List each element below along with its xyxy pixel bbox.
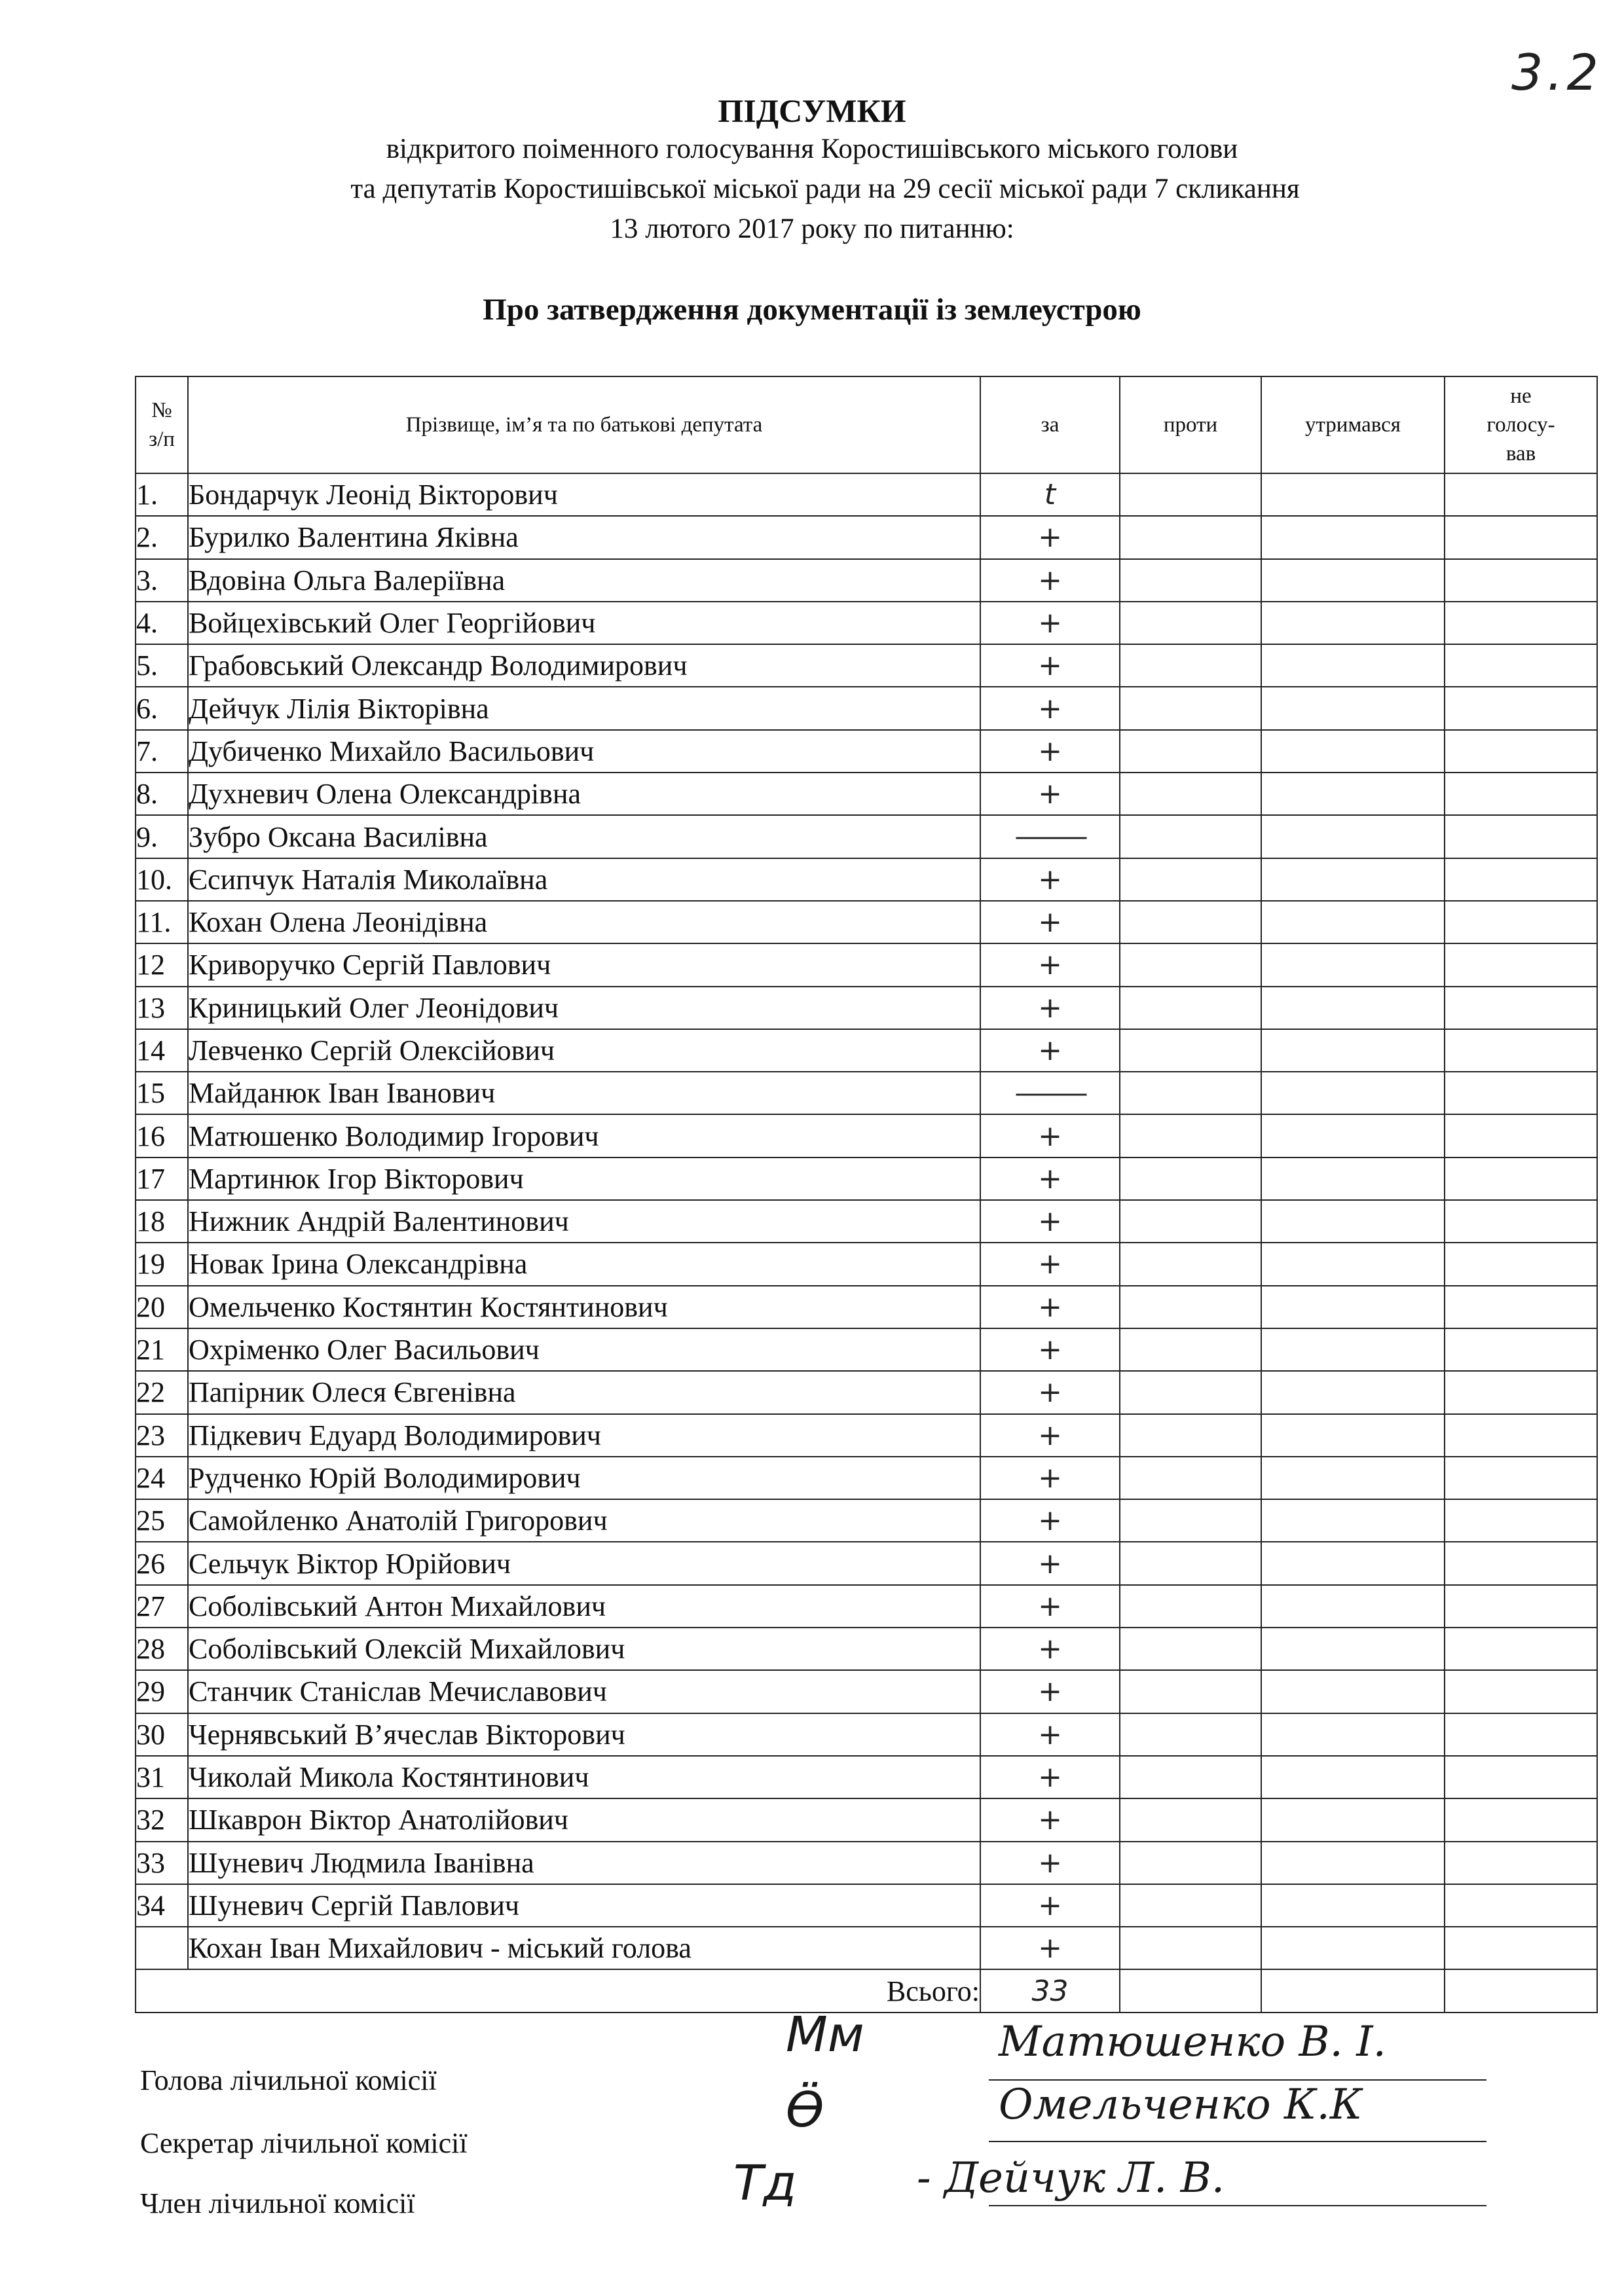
chair-label: Голова лічильної комісії [140,2064,437,2096]
row-number: 18 [136,1200,188,1243]
vote-abstain-cell [1261,1029,1445,1072]
vote-against-cell [1120,559,1261,602]
vote-for-mark: + [980,1286,1120,1328]
vote-against-cell [1120,1927,1261,1969]
deputy-name: Станчик Станіслав Мечиславович [188,1670,980,1713]
vote-not-voted-cell [1445,644,1597,687]
vote-for-mark: + [980,1499,1120,1542]
row-number: 21 [136,1328,188,1371]
vote-for-mark: + [980,1756,1120,1798]
vote-abstain-cell [1261,1927,1445,1969]
vote-not-voted-cell [1445,1798,1597,1841]
deputy-name: Грабовський Олександр Володимирович [188,644,980,687]
deputy-name: Рудченко Юрій Володимирович [188,1457,980,1499]
col-header-not-voted-line3: вав [1505,442,1536,465]
table-row [136,773,1597,815]
vote-abstain-cell [1261,943,1445,986]
document-title: ПІДСУМКИ [718,92,906,129]
total-label: Всього: [136,1969,980,2012]
vote-against-cell [1120,1542,1261,1584]
table-row [136,1414,1597,1457]
vote-for-mark: t [980,473,1120,516]
table-row [136,473,1597,516]
table-row [136,1542,1597,1584]
col-header-number [136,376,188,473]
row-number: 4. [136,602,188,644]
vote-not-voted-cell [1445,1328,1597,1371]
vote-not-voted-cell [1445,1457,1597,1499]
deputy-name: Чиколай Микола Костянтинович [188,1756,980,1798]
secretary-label: Секретар лічильної комісії [140,2127,468,2159]
vote-not-voted-cell [1445,1157,1597,1200]
vote-abstain-cell [1261,1842,1445,1884]
col-header-not-voted-line2: голосу- [1486,413,1555,437]
vote-not-voted-cell [1445,1628,1597,1670]
member-name: - Дейчук Л. В. [917,2154,1225,2202]
vote-for-mark: ——— [980,815,1120,858]
table-row [136,1927,1597,1969]
total-value: 33 [980,1969,1120,2012]
vote-against-cell [1120,1713,1261,1756]
deputy-name: Кохан Олена Леонідівна [188,901,980,943]
vote-for-mark: + [980,516,1120,558]
vote-against-cell [1120,1842,1261,1884]
table-row [136,858,1597,901]
table-row [136,1585,1597,1628]
vote-against-cell [1120,473,1261,516]
deputy-name: Дейчук Лілія Вікторівна [188,687,980,729]
row-number: 20 [136,1286,188,1328]
vote-not-voted-cell [1445,1713,1597,1756]
vote-against-cell [1120,1072,1261,1114]
vote-for-mark: + [980,1884,1120,1927]
table-row [136,1713,1597,1756]
row-number: 27 [136,1585,188,1628]
vote-for-mark: + [980,1328,1120,1371]
table-row [136,1670,1597,1713]
row-number: 1. [136,473,188,516]
deputy-name: Сельчук Віктор Юрійович [188,1542,980,1584]
vote-against-cell [1120,1414,1261,1457]
vote-for-mark: + [980,1114,1120,1157]
row-number: 33 [136,1842,188,1884]
deputy-name: Омельченко Костянтин Костянтинович [188,1286,980,1328]
row-number: 26 [136,1542,188,1584]
col-header-number-line1: № [151,399,172,422]
deputy-name: Папірник Олеся Євгенівна [188,1371,980,1413]
vote-against-cell [1120,602,1261,644]
table-row [136,644,1597,687]
row-number: 13 [136,987,188,1029]
deputy-name: Шуневич Людмила Іванівна [188,1842,980,1884]
deputy-name: Криворучко Сергій Павлович [188,943,980,986]
vote-for-mark: + [980,901,1120,943]
vote-against-cell [1120,858,1261,901]
table-row [136,1884,1597,1927]
chair-name: Матюшенко В. І. [999,2018,1386,2066]
row-number: 14 [136,1029,188,1072]
vote-abstain-cell [1261,1328,1445,1371]
table-row [136,901,1597,943]
vote-not-voted-cell [1445,943,1597,986]
vote-against-cell [1120,987,1261,1029]
vote-abstain-cell [1261,1499,1445,1542]
vote-for-mark: + [980,773,1120,815]
vote-abstain-cell [1261,516,1445,558]
row-number: 11. [136,901,188,943]
vote-abstain-cell [1261,987,1445,1029]
table-row [136,1842,1597,1884]
vote-abstain-cell [1261,1371,1445,1413]
deputy-name: Чернявський В’ячеслав Вікторович [188,1713,980,1756]
vote-abstain-cell [1261,730,1445,773]
vote-against-cell [1120,1756,1261,1798]
vote-against-cell [1120,644,1261,687]
row-number: 16 [136,1114,188,1157]
row-number: 25 [136,1499,188,1542]
deputy-name: Вдовіна Ольга Валеріївна [188,559,980,602]
vote-abstain-cell [1261,1200,1445,1243]
deputy-name: Єсипчук Наталія Миколаївна [188,858,980,901]
vote-abstain-cell [1261,644,1445,687]
deputy-name: Духневич Олена Олександрівна [188,773,980,815]
vote-for-mark: + [980,1842,1120,1884]
row-number: 23 [136,1414,188,1457]
row-number: 34 [136,1884,188,1927]
vote-not-voted-cell [1445,1499,1597,1542]
vote-against-cell [1120,1585,1261,1628]
table-row [136,602,1597,644]
table-row [136,1157,1597,1200]
vote-abstain-cell [1261,1457,1445,1499]
deputy-name: Дубиченко Михайло Васильович [188,730,980,773]
vote-abstain-cell [1261,602,1445,644]
vote-abstain-cell [1261,773,1445,815]
vote-against-cell [1120,815,1261,858]
vote-for-mark: + [980,1585,1120,1628]
table-row [136,687,1597,729]
vote-not-voted-cell [1445,602,1597,644]
row-number [136,1927,188,1969]
col-header-not-voted [1445,376,1597,473]
vote-abstain-cell [1261,1585,1445,1628]
vote-for-mark: + [980,987,1120,1029]
row-number: 22 [136,1371,188,1413]
vote-abstain-cell [1261,1243,1445,1285]
vote-not-voted-cell [1445,1371,1597,1413]
deputy-name: Матюшенко Володимир Ігорович [188,1114,980,1157]
header-line-3: 13 лютого 2017 року по питанню: [610,213,1014,244]
vote-against-cell [1120,1029,1261,1072]
deputy-name: Бондарчук Леонід Вікторович [188,473,980,516]
vote-for-mark: + [980,1457,1120,1499]
vote-not-voted-cell [1445,901,1597,943]
secretary-signature-line [989,2141,1486,2142]
row-number: 32 [136,1798,188,1841]
vote-not-voted-cell [1445,1072,1597,1114]
table-row [136,1798,1597,1841]
vote-for-mark: + [980,1542,1120,1584]
row-number: 28 [136,1628,188,1670]
deputy-name: Підкевич Едуард Володимирович [188,1414,980,1457]
vote-for-mark: + [980,1798,1120,1841]
vote-not-voted-cell [1445,1542,1597,1584]
table-row [136,730,1597,773]
vote-not-voted-cell [1445,1756,1597,1798]
table-row [136,1200,1597,1243]
vote-not-voted-cell [1445,687,1597,729]
vote-for-mark: + [980,1713,1120,1756]
row-number: 30 [136,1713,188,1756]
table-header-row [136,376,1597,473]
vote-against-cell [1120,1499,1261,1542]
row-number: 17 [136,1157,188,1200]
total-cell-empty [1445,1969,1597,2012]
vote-abstain-cell [1261,1798,1445,1841]
vote-for-mark: + [980,1243,1120,1285]
vote-for-mark: + [980,858,1120,901]
row-number: 19 [136,1243,188,1285]
vote-for-mark: + [980,559,1120,602]
member-signature-line [989,2205,1486,2206]
table-row [136,1243,1597,1285]
table-row [136,1328,1597,1371]
deputy-name: Криницький Олег Леонідович [188,987,980,1029]
vote-abstain-cell [1261,858,1445,901]
vote-for-mark: + [980,1029,1120,1072]
secretary-signature: Ӫ [786,2082,824,2138]
vote-against-cell [1120,1328,1261,1371]
table-row [136,1628,1597,1670]
vote-abstain-cell [1261,815,1445,858]
vote-abstain-cell [1261,1670,1445,1713]
vote-not-voted-cell [1445,858,1597,901]
deputy-name: Шуневич Сергій Павлович [188,1884,980,1927]
row-number: 9. [136,815,188,858]
deputy-name: Зубро Оксана Василівна [188,815,980,858]
vote-for-mark: + [980,687,1120,729]
vote-not-voted-cell [1445,773,1597,815]
vote-abstain-cell [1261,1756,1445,1798]
vote-abstain-cell [1261,473,1445,516]
deputy-name: Войцехівський Олег Георгійович [188,602,980,644]
total-row [136,1969,1597,2012]
vote-against-cell [1120,1670,1261,1713]
vote-against-cell [1120,773,1261,815]
deputy-name: Шкаврон Віктор Анатолійович [188,1798,980,1841]
vote-not-voted-cell [1445,1670,1597,1713]
vote-not-voted-cell [1445,1585,1597,1628]
deputy-name: Кохан Іван Михайлович - міський голова [188,1927,980,1969]
row-number: 12 [136,943,188,986]
vote-against-cell [1120,1200,1261,1243]
total-cell-empty [1120,1969,1261,2012]
col-header-against: проти [1120,376,1261,473]
row-number: 10. [136,858,188,901]
vote-against-cell [1120,516,1261,558]
chair-signature: Мм [786,2007,864,2063]
vote-for-mark: + [980,1927,1120,1969]
total-cell-empty [1261,1969,1445,2012]
row-number: 7. [136,730,188,773]
row-number: 6. [136,687,188,729]
vote-not-voted-cell [1445,1884,1597,1927]
vote-against-cell [1120,901,1261,943]
vote-for-mark: ——— [980,1072,1120,1114]
vote-not-voted-cell [1445,516,1597,558]
vote-for-mark: + [980,1628,1120,1670]
deputy-name: Самойленко Анатолій Григорович [188,1499,980,1542]
member-label: Член лічильної комісії [140,2187,415,2219]
vote-not-voted-cell [1445,730,1597,773]
vote-for-mark: + [980,1200,1120,1243]
vote-against-cell [1120,1798,1261,1841]
vote-against-cell [1120,1371,1261,1413]
vote-against-cell [1120,1457,1261,1499]
table-row [136,1756,1597,1798]
table-row [136,943,1597,986]
vote-not-voted-cell [1445,473,1597,516]
row-number: 5. [136,644,188,687]
deputy-name: Охріменко Олег Васильович [188,1328,980,1371]
vote-for-mark: + [980,943,1120,986]
vote-against-cell [1120,943,1261,986]
vote-abstain-cell [1261,1114,1445,1157]
header-line-2: та депутатів Коростишівської міської ради на 29 сесії міської ради 7 скликання [350,173,1300,204]
vote-abstain-cell [1261,559,1445,602]
vote-not-voted-cell [1445,1842,1597,1884]
table-row [136,815,1597,858]
vote-for-mark: + [980,602,1120,644]
vote-not-voted-cell [1445,1243,1597,1285]
table-row [136,1114,1597,1157]
deputy-name: Новак Ірина Олександрівна [188,1243,980,1285]
vote-abstain-cell [1261,1542,1445,1584]
vote-against-cell [1120,1628,1261,1670]
vote-abstain-cell [1261,1628,1445,1670]
vote-abstain-cell [1261,1414,1445,1457]
vote-abstain-cell [1261,1713,1445,1756]
vote-against-cell [1120,687,1261,729]
table-row [136,516,1597,558]
vote-for-mark: + [980,644,1120,687]
vote-abstain-cell [1261,901,1445,943]
vote-for-mark: + [980,1157,1120,1200]
deputy-name: Майданюк Іван Іванович [188,1072,980,1114]
vote-subject: Про затвердження документації із землеустрою [483,293,1141,327]
vote-abstain-cell [1261,687,1445,729]
row-number: 8. [136,773,188,815]
vote-against-cell [1120,1243,1261,1285]
vote-against-cell [1120,1157,1261,1200]
vote-against-cell [1120,1884,1261,1927]
vote-not-voted-cell [1445,987,1597,1029]
table-row [136,1371,1597,1413]
vote-for-mark: + [980,1371,1120,1413]
secretary-name: Омельченко К.К [999,2081,1363,2129]
vote-for-mark: + [980,1414,1120,1457]
vote-against-cell [1120,1286,1261,1328]
row-number: 15 [136,1072,188,1114]
col-header-number-line2: з/п [149,428,175,451]
vote-not-voted-cell [1445,559,1597,602]
vote-abstain-cell [1261,1884,1445,1927]
deputy-name: Левченко Сергій Олексійович [188,1029,980,1072]
col-header-abstain: утримався [1261,376,1445,473]
table-row [136,559,1597,602]
vote-not-voted-cell [1445,815,1597,858]
vote-not-voted-cell [1445,1029,1597,1072]
vote-abstain-cell [1261,1157,1445,1200]
table-row [136,1072,1597,1114]
vote-for-mark: + [980,1670,1120,1713]
table-row [136,1286,1597,1328]
table-row [136,1457,1597,1499]
col-header-for: за [980,376,1120,473]
deputy-name: Мартинюк Ігор Вікторович [188,1157,980,1200]
row-number: 31 [136,1756,188,1798]
col-header-name: Прізвище, ім’я та по батькові депутата [188,376,980,473]
deputy-name: Бурилко Валентина Яківна [188,516,980,558]
vote-not-voted-cell [1445,1114,1597,1157]
table-row [136,987,1597,1029]
table-row [136,1029,1597,1072]
vote-not-voted-cell [1445,1414,1597,1457]
row-number: 3. [136,559,188,602]
vote-not-voted-cell [1445,1200,1597,1243]
row-number: 2. [136,516,188,558]
member-signature: Тд [733,2155,797,2212]
deputy-name: Соболівський Олексій Михайлович [188,1628,980,1670]
page-number: 3.2 [1511,43,1602,101]
vote-for-mark: + [980,730,1120,773]
col-header-not-voted-line1: не [1510,384,1532,408]
header-line-1: відкритого поіменного голосування Коростишівського міського голови [386,134,1238,164]
vote-against-cell [1120,1114,1261,1157]
vote-not-voted-cell [1445,1286,1597,1328]
table-row [136,1499,1597,1542]
deputy-name: Соболівський Антон Михайлович [188,1585,980,1628]
row-number: 24 [136,1457,188,1499]
row-number: 29 [136,1670,188,1713]
vote-not-voted-cell [1445,1927,1597,1969]
vote-against-cell [1120,730,1261,773]
vote-abstain-cell [1261,1286,1445,1328]
vote-abstain-cell [1261,1072,1445,1114]
vote-table [135,376,1598,2013]
deputy-name: Нижник Андрій Валентинович [188,1200,980,1243]
